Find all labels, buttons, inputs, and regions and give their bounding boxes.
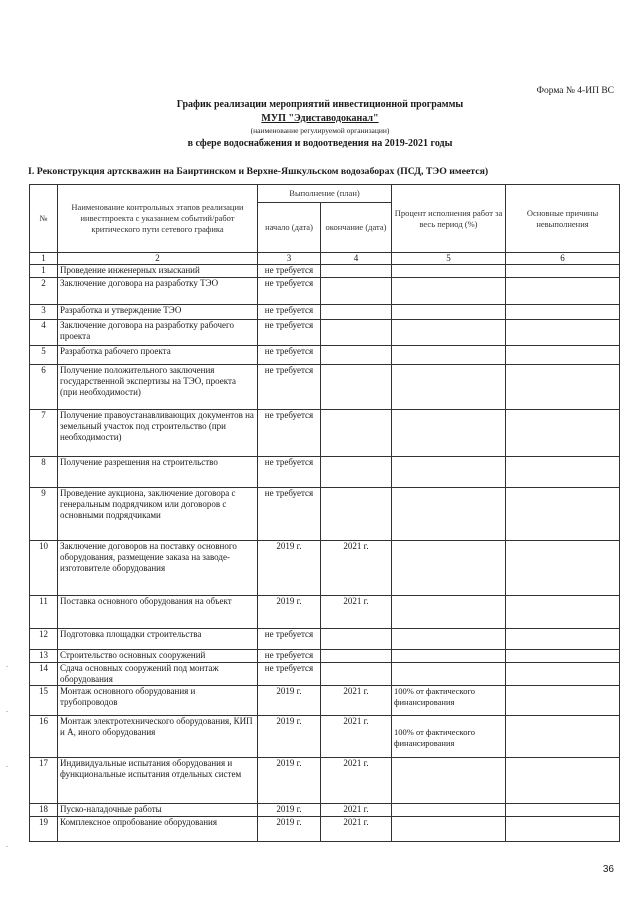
row-stage-name: Строительство основных сооружений [58, 650, 258, 663]
row-reason [506, 629, 620, 650]
row-end-date: 2021 г. [321, 758, 392, 804]
table-row [30, 596, 620, 629]
row-start-date: не требуется [258, 410, 321, 457]
row-percent [392, 541, 506, 596]
row-end-date [321, 457, 392, 488]
row-number: 8 [30, 457, 58, 488]
row-number: 5 [30, 346, 58, 365]
row-number: 19 [30, 817, 58, 842]
table-row [30, 758, 620, 804]
table-row [30, 686, 620, 716]
col-number-3: 3 [258, 253, 321, 265]
row-stage-name: Получение положительного заключения государственной экспертизы на ТЭО, проекта (при необходимости) [58, 365, 258, 410]
row-reason [506, 346, 620, 365]
table-body [30, 265, 620, 842]
row-percent: 100% от фактического финансирования [392, 686, 506, 716]
margin-mark: . [6, 840, 8, 849]
row-number: 14 [30, 663, 58, 686]
row-number: 16 [30, 716, 58, 758]
row-percent [392, 817, 506, 842]
table-row [30, 716, 620, 758]
row-end-date [321, 365, 392, 410]
row-percent [392, 758, 506, 804]
row-end-date [321, 278, 392, 305]
row-percent [392, 346, 506, 365]
row-start-date: 2019 г. [258, 596, 321, 629]
row-reason [506, 365, 620, 410]
row-stage-name: Сдача основных сооружений под монтаж оборудования [58, 663, 258, 686]
table-row [30, 278, 620, 305]
margin-mark: . [6, 705, 8, 714]
col-number-2: 2 [58, 253, 258, 265]
form-number: Форма № 4-ИП ВС [536, 86, 614, 96]
row-percent [392, 629, 506, 650]
row-number: 12 [30, 629, 58, 650]
row-percent [392, 457, 506, 488]
row-number: 6 [30, 365, 58, 410]
row-start-date: 2019 г. [258, 804, 321, 817]
row-stage-name: Монтаж основного оборудования и трубопроводов [58, 686, 258, 716]
row-percent [392, 365, 506, 410]
row-end-date [321, 320, 392, 346]
row-stage-name: Подготовка площадки строительства [58, 629, 258, 650]
row-reason [506, 716, 620, 758]
margin-mark: . [6, 760, 8, 769]
row-number: 1 [30, 265, 58, 278]
row-reason [506, 488, 620, 541]
row-start-date: не требуется [258, 365, 321, 410]
row-stage-name: Проведение аукциона, заключение договора с генеральным подрядчиком или договоров с основными подрядчиками [58, 488, 258, 541]
row-stage-name: Комплексное опробование оборудования [58, 817, 258, 842]
table-row [30, 817, 620, 842]
row-end-date [321, 265, 392, 278]
row-reason [506, 686, 620, 716]
header-reasons: Основные причины невыполнения [506, 185, 620, 253]
row-percent [392, 804, 506, 817]
schedule-table [29, 184, 620, 842]
header-execution: Выполнение (план) [258, 185, 392, 203]
row-number: 18 [30, 804, 58, 817]
header-stage-name: Наименование контрольных этапов реализации инвестпроекта с указанием событий/работ критического пути сетевого графика [58, 185, 258, 253]
row-stage-name: Заключение договора на разработку рабочего проекта [58, 320, 258, 346]
row-reason [506, 320, 620, 346]
row-stage-name: Индивидуальные испытания оборудования и функциональные испытания отдельных систем [58, 758, 258, 804]
row-start-date: не требуется [258, 629, 321, 650]
row-end-date: 2021 г. [321, 716, 392, 758]
col-number-6: 6 [506, 253, 620, 265]
row-stage-name: Монтаж электротехнического оборудования, КИП и А, иного оборудования [58, 716, 258, 758]
row-percent [392, 265, 506, 278]
row-start-date: не требуется [258, 457, 321, 488]
row-number: 11 [30, 596, 58, 629]
row-end-date [321, 629, 392, 650]
table-row [30, 305, 620, 320]
row-start-date: не требуется [258, 305, 321, 320]
row-start-date: не требуется [258, 320, 321, 346]
table-row [30, 663, 620, 686]
row-start-date: не требуется [258, 346, 321, 365]
table-row [30, 488, 620, 541]
row-reason [506, 305, 620, 320]
row-stage-name: Пуско-наладочные работы [58, 804, 258, 817]
row-reason [506, 265, 620, 278]
row-start-date: 2019 г. [258, 758, 321, 804]
row-number: 13 [30, 650, 58, 663]
row-start-date: не требуется [258, 663, 321, 686]
row-end-date [321, 305, 392, 320]
row-number: 10 [30, 541, 58, 596]
row-reason [506, 410, 620, 457]
section-heading: I. Реконструкция артскважин на Баиртинском и Верхне-Яшкульском водозаборах (ПСД, ТЭО имеется) [28, 166, 489, 177]
row-end-date: 2021 г. [321, 804, 392, 817]
row-start-date: 2019 г. [258, 817, 321, 842]
row-number: 7 [30, 410, 58, 457]
row-percent [392, 410, 506, 457]
margin-mark: . [6, 660, 8, 669]
row-reason [506, 817, 620, 842]
row-start-date: не требуется [258, 488, 321, 541]
row-reason [506, 804, 620, 817]
row-end-date [321, 410, 392, 457]
organization-name: МУП "Эдиставодоканал" [261, 113, 379, 124]
row-stage-name: Получение правоустанавливающих документов на земельный участок под строительство (при необходимости) [58, 410, 258, 457]
row-percent [392, 596, 506, 629]
row-number: 17 [30, 758, 58, 804]
row-percent: 100% от фактического финансирования [392, 716, 506, 758]
row-reason [506, 278, 620, 305]
row-stage-name: Разработка рабочего проекта [58, 346, 258, 365]
table-row [30, 320, 620, 346]
row-reason [506, 457, 620, 488]
table-row [30, 804, 620, 817]
row-end-date [321, 346, 392, 365]
col-number-4: 4 [321, 253, 392, 265]
row-end-date [321, 650, 392, 663]
table-row [30, 650, 620, 663]
row-stage-name: Заключение договора на разработку ТЭО [58, 278, 258, 305]
table-row [30, 410, 620, 457]
row-percent [392, 278, 506, 305]
row-end-date: 2021 г. [321, 817, 392, 842]
table-row [30, 541, 620, 596]
row-reason [506, 663, 620, 686]
table-row [30, 265, 620, 278]
header-end: окончание (дата) [321, 203, 392, 253]
row-stage-name: Получение разрешения на строительство [58, 457, 258, 488]
row-percent [392, 663, 506, 686]
row-stage-name: Разработка и утверждение ТЭО [58, 305, 258, 320]
row-number: 3 [30, 305, 58, 320]
row-end-date: 2021 г. [321, 541, 392, 596]
row-start-date: 2019 г. [258, 541, 321, 596]
row-start-date: 2019 г. [258, 716, 321, 758]
row-number: 15 [30, 686, 58, 716]
document-title: График реализации мероприятий инвестиционной программы [176, 99, 464, 110]
row-start-date: не требуется [258, 265, 321, 278]
header-number: № [30, 185, 58, 253]
row-stage-name: Заключение договоров на поставку основного оборудования, размещение заказа на заводе-изготовителе оборудования [58, 541, 258, 596]
header-percent: Процент исполнения работ за весь период (%) [392, 185, 506, 253]
row-end-date [321, 488, 392, 541]
row-number: 4 [30, 320, 58, 346]
row-reason [506, 541, 620, 596]
row-stage-name: Поставка основного оборудования на объект [58, 596, 258, 629]
page-number: 36 [602, 864, 614, 875]
organization-note: (наименование регулируемой организации) [250, 126, 390, 135]
row-start-date: не требуется [258, 650, 321, 663]
row-end-date [321, 663, 392, 686]
col-number-1: 1 [30, 253, 58, 265]
row-percent [392, 488, 506, 541]
row-reason [506, 596, 620, 629]
row-number: 2 [30, 278, 58, 305]
row-percent [392, 650, 506, 663]
row-start-date: 2019 г. [258, 686, 321, 716]
row-percent [392, 320, 506, 346]
table-row [30, 629, 620, 650]
table-row [30, 346, 620, 365]
col-number-5: 5 [392, 253, 506, 265]
row-reason [506, 650, 620, 663]
row-start-date: не требуется [258, 278, 321, 305]
row-reason [506, 758, 620, 804]
row-end-date: 2021 г. [321, 686, 392, 716]
row-stage-name: Проведение инженерных изысканий [58, 265, 258, 278]
table-row [30, 365, 620, 410]
row-number: 9 [30, 488, 58, 541]
row-end-date: 2021 г. [321, 596, 392, 629]
document-subtitle: в сфере водоснабжения и водоотведения на 2019-2021 годы [187, 138, 453, 149]
row-percent [392, 305, 506, 320]
header-start: начало (дата) [258, 203, 321, 253]
table-row [30, 457, 620, 488]
